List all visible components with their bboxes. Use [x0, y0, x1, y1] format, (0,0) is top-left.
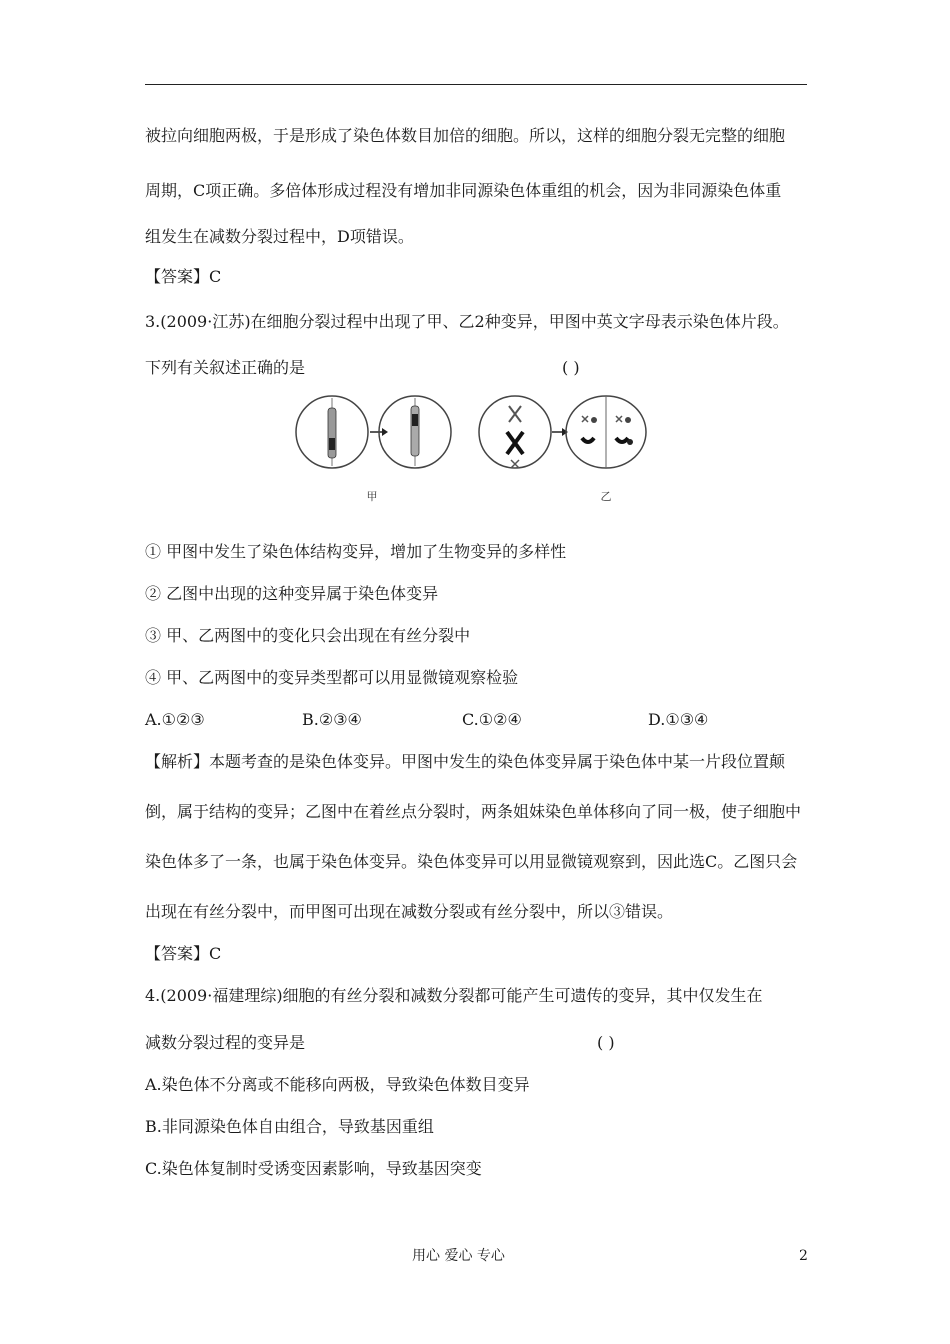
- choice-c: C.染色体复制时受诱变因素影响，导致基因突变: [145, 1159, 482, 1178]
- statement-4: ④ 甲、乙两图中的变异类型都可以用显微镜观察检验: [145, 668, 519, 687]
- choice-a: A.染色体不分离或不能移向两极，导致染色体数目变异: [145, 1075, 530, 1094]
- chromosome: [591, 417, 597, 423]
- explanation-line: 【解析】本题考查的是染色体变异。甲图中发生的染色体变异属于染色体中某一片段位置颠: [145, 752, 786, 771]
- header-rule: [145, 84, 807, 85]
- chromosome: [328, 408, 336, 458]
- question-3-stem-cont: 下列有关叙述正确的是: [145, 358, 306, 377]
- choice-b: B.非同源染色体自由组合，导致基因重组: [145, 1117, 434, 1136]
- chromosome: [411, 406, 419, 456]
- option-d: D.①③④: [648, 710, 709, 729]
- statement-1: ① 甲图中发生了染色体结构变异，增加了生物变异的多样性: [145, 542, 567, 561]
- answer-line: 【答案】C: [145, 944, 222, 963]
- chromosome-figure: [290, 380, 650, 505]
- text-line: 周期，C项正确。多倍体形成过程没有增加非同源染色体重组的机会，因为非同源染色体重: [145, 181, 782, 200]
- chromosome: [625, 417, 631, 423]
- statement-3: ③ 甲、乙两图中的变化只会出现在有丝分裂中: [145, 626, 471, 645]
- chromosome: [616, 438, 628, 442]
- question-4-stem-cont: 减数分裂过程的变异是: [145, 1033, 306, 1052]
- explanation-line: 倒，属于结构的变异；乙图中在着丝点分裂时，两条姐妹染色单体移向了同一极，使子细胞中: [145, 802, 802, 821]
- option-c: C.①②④: [462, 710, 522, 729]
- chromosome: [582, 416, 588, 422]
- arrow-head-icon: [562, 428, 568, 436]
- answer-blank: ( ): [597, 1033, 615, 1052]
- footer-motto: 用心 爱心 专心: [412, 1248, 505, 1264]
- chromosome-segment: [329, 438, 335, 450]
- explanation-line: 出现在有丝分裂中，而甲图可出现在减数分裂或有丝分裂中，所以③错误。: [145, 902, 674, 921]
- chromosome: [627, 439, 633, 445]
- page-number: 2: [799, 1248, 808, 1264]
- figure-label-yi: 乙: [600, 490, 612, 503]
- question-4-stem: 4.(2009·福建理综)细胞的有丝分裂和减数分裂都可能产生可遗传的变异，其中仅发生在: [145, 986, 763, 1005]
- chromosome: [616, 416, 622, 422]
- answer-blank: ( ): [562, 358, 580, 377]
- chromosome: [507, 432, 523, 454]
- text-line: 被拉向细胞两极，于是形成了染色体数目加倍的细胞。所以，这样的细胞分裂无完整的细胞: [145, 126, 786, 145]
- chromosome: [511, 460, 519, 468]
- arrow-head-icon: [382, 428, 388, 436]
- cell-yi-1: [479, 396, 551, 468]
- chromosome: [509, 406, 521, 422]
- option-b: B.②③④: [302, 710, 362, 729]
- answer-line: 【答案】C: [145, 267, 222, 286]
- explanation-line: 染色体多了一条，也属于染色体变异。染色体变异可以用显微镜观察到，因此选C。乙图只会: [145, 852, 798, 871]
- chromosome: [582, 438, 594, 442]
- statement-2: ② 乙图中出现的这种变异属于染色体变异: [145, 584, 439, 603]
- text-line: 组发生在减数分裂过程中，D项错误。: [145, 227, 414, 246]
- chromosome-segment: [412, 414, 418, 426]
- figure-label-jia: 甲: [366, 490, 378, 503]
- question-3-stem: 3.(2009·江苏)在细胞分裂过程中出现了甲、乙2种变异，甲图中英文字母表示染色体片段。: [145, 312, 789, 331]
- option-a: A.①②③: [145, 710, 205, 729]
